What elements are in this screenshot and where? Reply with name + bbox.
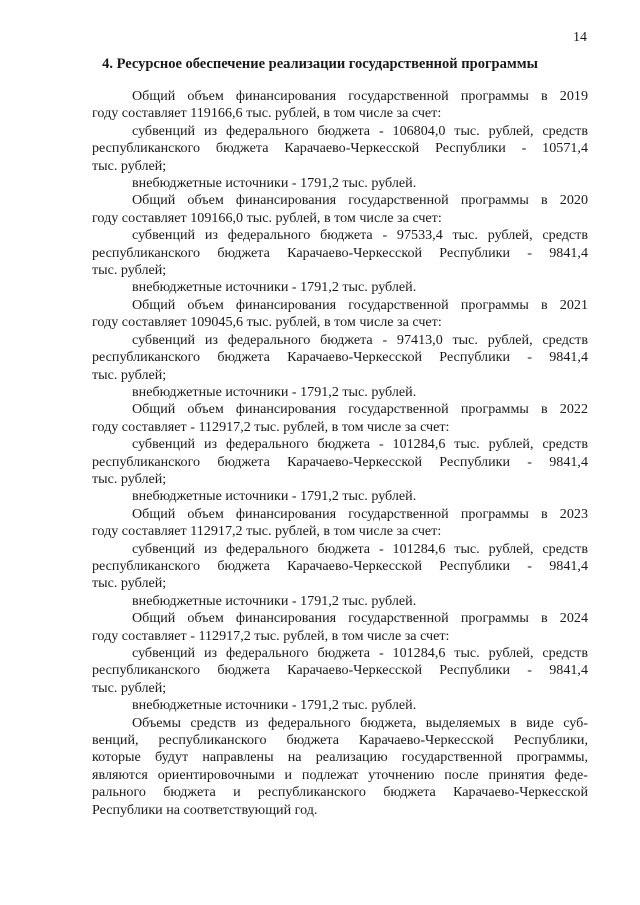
funding-total-line-cont: году составляет 112917,2 тыс. рублей, в том числе за счет:	[92, 523, 442, 540]
document-body	[92, 88, 588, 819]
federal-subvention-line: субвенций из федерального бюджета - 97533,4 тыс. рублей, средств	[132, 227, 588, 244]
extrabudgetary-line: внебюджетные источники - 1791,2 тыс. рублей.	[132, 697, 417, 714]
funding-block-2021	[92, 297, 588, 401]
republic-budget-unit: тыс. рублей;	[92, 679, 167, 696]
republic-budget-unit: тыс. рублей;	[92, 366, 167, 383]
funding-total-line: Общий объем финансирования государственной программы в 2022	[132, 401, 588, 418]
funding-block-2020	[92, 192, 588, 296]
funding-total-line: Общий объем финансирования государственной программы в 2024	[132, 610, 588, 627]
republic-budget-line: республиканского бюджета Карачаево-Черкесской Республики - 9841,4	[92, 557, 588, 574]
funding-total-line: Общий объем финансирования государственной программы в 2019	[132, 88, 588, 104]
closing-line: Республики на соответствующий год.	[92, 801, 318, 818]
republic-budget-unit: тыс. рублей;	[92, 470, 167, 487]
closing-line: рального бюджета и республиканского бюджета Карачаево-Черкесской	[92, 784, 588, 801]
extrabudgetary-line: внебюджетные источники - 1791,2 тыс. рублей.	[132, 592, 417, 609]
funding-block-2022	[92, 401, 588, 505]
federal-subvention-line: субвенций из федерального бюджета - 106804,0 тыс. рублей, средств	[132, 122, 588, 139]
republic-budget-line: республиканского бюджета Карачаево-Черкесской Республики - 9841,4	[92, 349, 588, 366]
republic-budget-line: республиканского бюджета Карачаево-Черкесской Республики - 9841,4	[92, 662, 588, 679]
funding-block-2019	[92, 88, 588, 192]
republic-budget-line: республиканского бюджета Карачаево-Черкесской Республики - 9841,4	[92, 244, 588, 261]
funding-block-2024	[92, 610, 588, 714]
funding-total-line-cont: году составляет - 112917,2 тыс. рублей, в том числе за счет:	[92, 418, 450, 435]
republic-budget-line: республиканского бюджета Карачаево-Черкесской Республики - 9841,4	[92, 453, 588, 470]
page-number: 14	[573, 30, 587, 45]
republic-budget-unit: тыс. рублей;	[92, 262, 167, 279]
funding-total-line: Общий объем финансирования государственной программы в 2021	[132, 296, 588, 313]
funding-total-line-cont: году составляет 119166,6 тыс. рублей, в том числе за счет:	[92, 105, 442, 122]
closing-line: венций, республиканского бюджета Карачаево-Черкесской Республики,	[92, 732, 588, 749]
closing-line: являются ориентировочными и подлежат уточнению после принятия феде-	[92, 766, 588, 783]
funding-block-2023	[92, 506, 588, 610]
closing-line: Объемы средств из федерального бюджета, выделяемых в виде суб-	[132, 714, 588, 731]
federal-subvention-line: субвенций из федерального бюджета - 101284,6 тыс. рублей, средств	[132, 436, 588, 453]
federal-subvention-line: субвенций из федерального бюджета - 101284,6 тыс. рублей, средств	[132, 540, 588, 557]
extrabudgetary-line: внебюджетные источники - 1791,2 тыс. рублей.	[132, 383, 417, 400]
section-heading: 4. Ресурсное обеспечение реализации государственной программы	[102, 56, 538, 72]
extrabudgetary-line: внебюджетные источники - 1791,2 тыс. рублей.	[132, 488, 417, 505]
funding-total-line-cont: году составляет 109045,6 тыс. рублей, в том числе за счет:	[92, 314, 442, 331]
republic-budget-unit: тыс. рублей;	[92, 157, 167, 174]
republic-budget-line: республиканского бюджета Карачаево-Черкесской Республики - 10571,4	[92, 140, 588, 157]
republic-budget-unit: тыс. рублей;	[92, 575, 167, 592]
federal-subvention-line: субвенций из федерального бюджета - 97413,0 тыс. рублей, средств	[132, 331, 588, 348]
extrabudgetary-line: внебюджетные источники - 1791,2 тыс. рублей.	[132, 279, 417, 296]
closing-paragraph	[92, 715, 588, 819]
funding-total-line-cont: году составляет 109166,0 тыс. рублей, в том числе за счет:	[92, 209, 442, 226]
funding-total-line: Общий объем финансирования государственной программы в 2020	[132, 192, 588, 209]
funding-total-line: Общий объем финансирования государственной программы в 2023	[132, 505, 588, 522]
closing-line: которые будут направлены на реализацию государственной программы,	[92, 749, 588, 766]
federal-subvention-line: субвенций из федерального бюджета - 101284,6 тыс. рублей, средств	[132, 645, 588, 661]
extrabudgetary-line: внебюджетные источники - 1791,2 тыс. рублей.	[132, 175, 417, 192]
funding-total-line-cont: году составляет - 112917,2 тыс. рублей, в том числе за счет:	[92, 627, 450, 644]
